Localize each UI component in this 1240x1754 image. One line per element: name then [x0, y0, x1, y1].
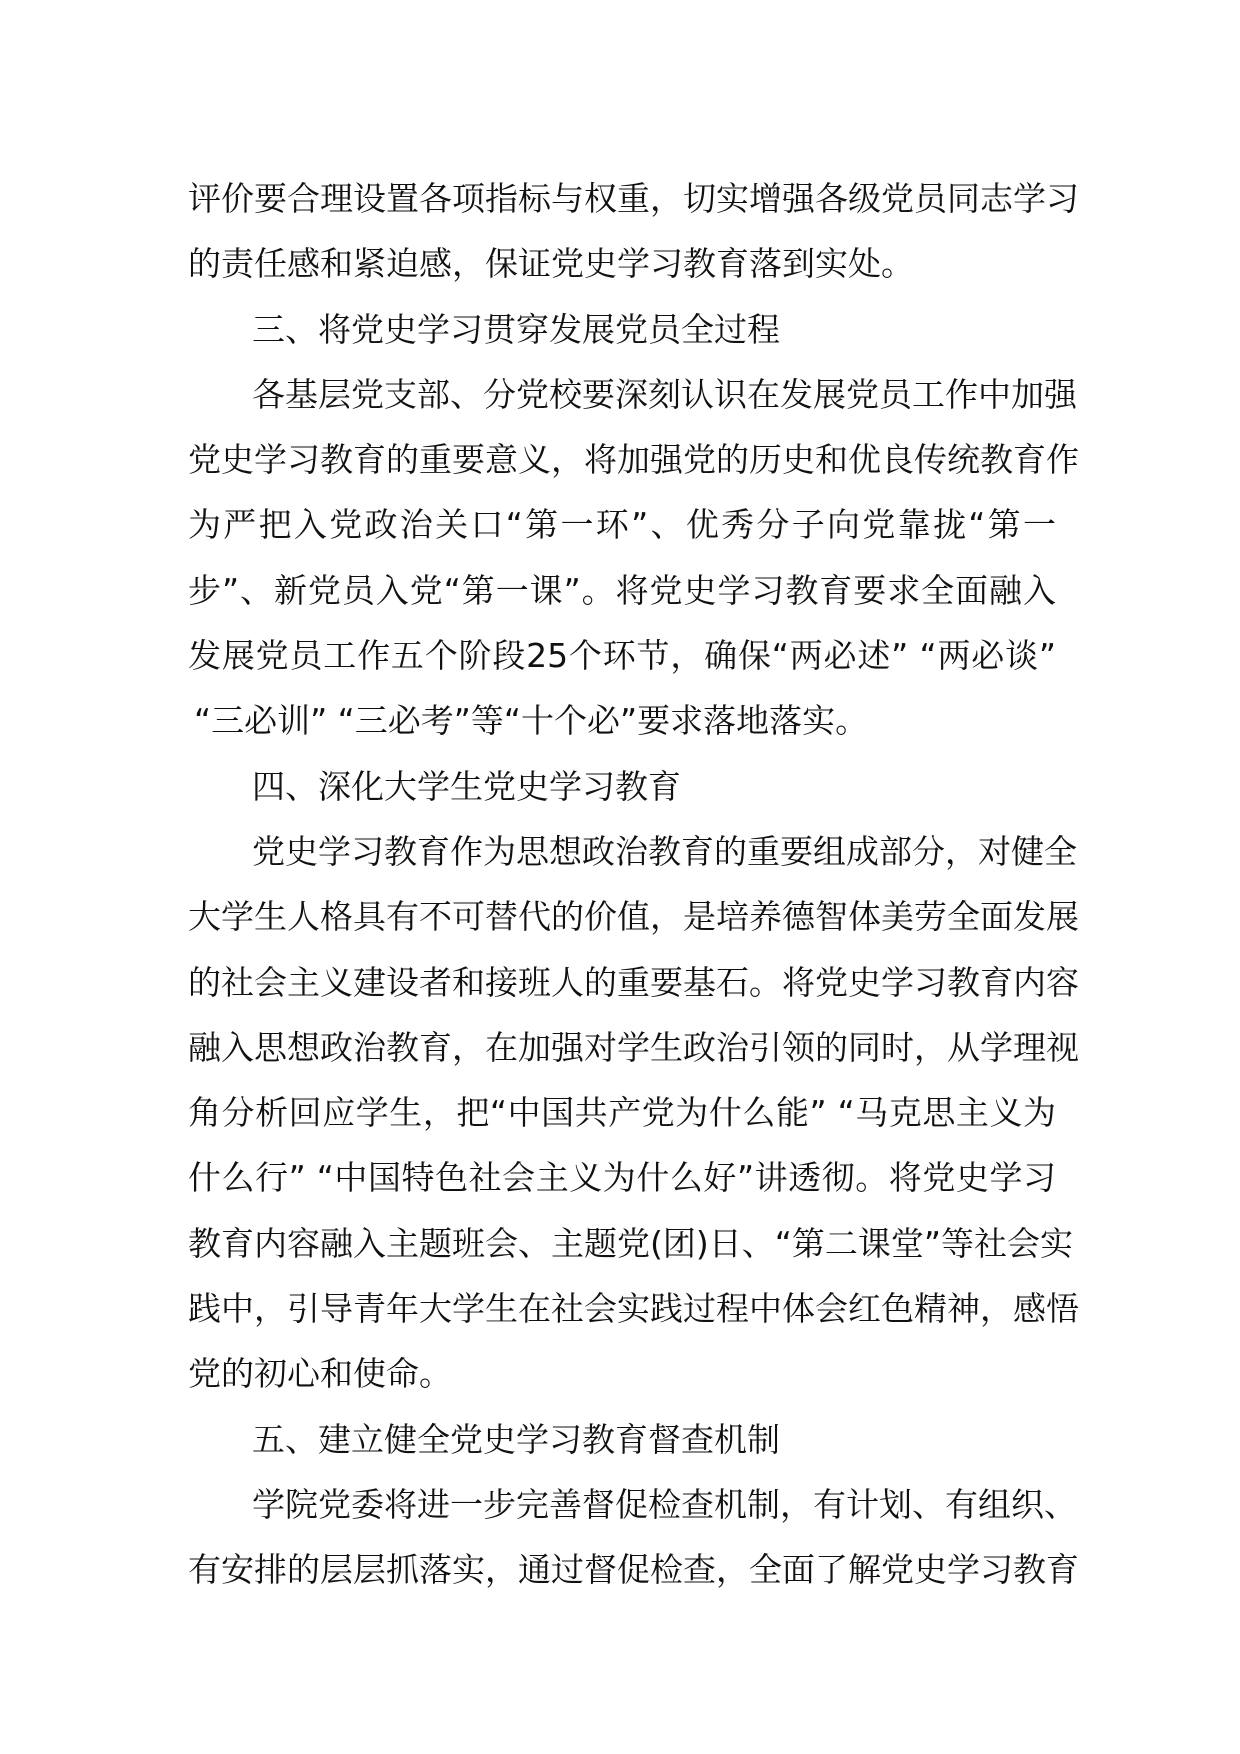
- text-line: 步”、新党员入党“第一课”。将党史学习教育要求全面融入: [188, 570, 1056, 610]
- paragraph-first-line: 党史学习教育作为思想政治教育的重要组成部分，对健全: [252, 831, 1077, 871]
- text-line: 融入思想政治教育，在加强对学生政治引领的同时，从学理视: [188, 1027, 1079, 1067]
- text-line: 大学生人格具有不可替代的价值，是培养德智体美劳全面发展: [188, 897, 1079, 937]
- text-line: 教育内容融入主题班会、主题党(团)日、“第二课堂”等社会实: [188, 1223, 1073, 1263]
- document-body: [188, 166, 1079, 1603]
- section-heading: 三、将党史学习贯穿发展党员全过程: [252, 309, 780, 349]
- text-line: 践中，引导青年大学生在社会实践过程中体会红色精神，感悟: [188, 1289, 1079, 1329]
- text-line: 角分析回应学生，把“中国共产党为什么能” “马克思主义为: [188, 1093, 1056, 1133]
- text-line: 党史学习教育的重要意义，将加强党的历史和优良传统教育作: [188, 440, 1079, 480]
- text-line: 评价要合理设置各项指标与权重，切实增强各级党员同志学习: [188, 179, 1079, 218]
- text-line: 有安排的层层抓落实，通过督促检查，全面了解党史学习教育: [188, 1550, 1079, 1590]
- text-line: 党的初心和使命。: [188, 1354, 452, 1394]
- text-line: 为严把入党政治关口“第一环”、优秀分子向党靠拢“第一: [188, 505, 1056, 545]
- section-heading: 四、深化大学生党史学习教育: [252, 766, 681, 806]
- section-heading: 五、建立健全党史学习教育督查机制: [252, 1419, 780, 1459]
- text-line: “三必训” “三必考”等“十个必”要求落地落实。: [194, 701, 869, 741]
- paragraph-first-line: 各基层党支部、分党校要深刻认识在发展党员工作中加强: [252, 374, 1077, 414]
- text-line: 发展党员工作五个阶段25个环节，确保“两必述” “两必谈”: [188, 636, 1056, 676]
- text-line: 什么行” “中国特色社会主义为什么好”讲透彻。将党史学习: [188, 1158, 1056, 1198]
- text-line: 的社会主义建设者和接班人的重要基石。将党史学习教育内容: [188, 962, 1079, 1002]
- paragraph-first-line: 学院党委将进一步完善督促检查机制，有计划、有组织、: [252, 1484, 1077, 1524]
- text-line: 的责任感和紧迫感，保证党史学习教育落到实处。: [188, 244, 914, 284]
